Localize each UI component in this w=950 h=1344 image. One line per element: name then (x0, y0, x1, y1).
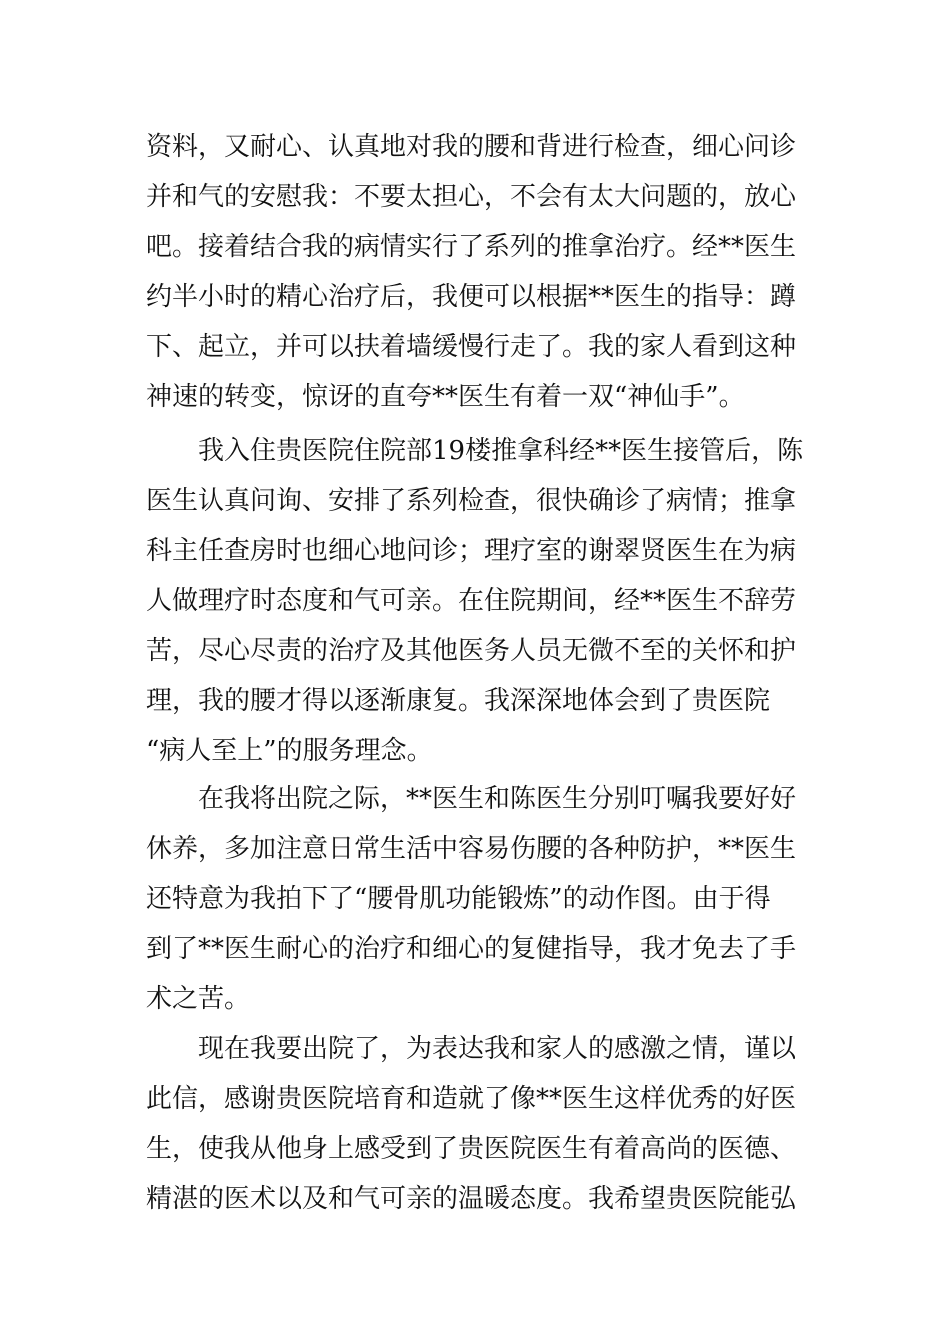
text-line: “病人至上”的服务理念。 (146, 736, 433, 766)
text-line: 人做理疗时态度和气可亲。在住院期间，经**医生不辞劳 (146, 586, 797, 616)
text-line: 术之苦。 (146, 984, 251, 1014)
text-line: 还特意为我拍下了“腰骨肌功能锻炼”的动作图。由于得 (146, 884, 771, 914)
text-line: 下、起立，并可以扶着墙缓慢行走了。我的家人看到这种 (146, 332, 797, 362)
text-line: 并和气的安慰我：不要太担心，不会有太大问题的，放心 (146, 182, 797, 212)
text-line: 现在我要出院了，为表达我和家人的感激之情，谨以 (198, 1034, 797, 1064)
text-line: 生，使我从他身上感受到了贵医院医生有着高尚的医德、 (146, 1134, 797, 1164)
text-line: 精湛的医术以及和气可亲的温暖态度。我希望贵医院能弘 (146, 1184, 797, 1214)
text-line: 此信，感谢贵医院培育和造就了像**医生这样优秀的好医 (146, 1084, 797, 1114)
text-line: 理，我的腰才得以逐渐康复。我深深地体会到了贵医院 (146, 686, 771, 716)
text-line: 医生认真问询、安排了系列检查，很快确诊了病情；推拿 (146, 486, 797, 516)
text-line: 资料，又耐心、认真地对我的腰和背进行检查，细心问诊 (146, 132, 797, 162)
text-line: 休养，多加注意日常生活中容易伤腰的各种防护，**医生 (146, 834, 797, 864)
text-line: 苦，尽心尽责的治疗及其他医务人员无微不至的关怀和护 (146, 636, 797, 666)
text-line: 在我将出院之际，**医生和陈医生分别叮嘱我要好好 (198, 784, 797, 814)
text-line: 吧。接着结合我的病情实行了系列的推拿治疗。经**医生 (146, 232, 797, 262)
text-line: 我入住贵医院住院部19楼推拿科经**医生接管后，陈 (198, 436, 804, 466)
text-line: 科主任查房时也细心地问诊；理疗室的谢翠贤医生在为病 (146, 536, 797, 566)
text-line: 到了**医生耐心的治疗和细心的复健指导，我才免去了手 (146, 934, 797, 964)
text-line: 神速的转变，惊讶的直夸**医生有着一双“神仙手”。 (146, 382, 745, 412)
text-line: 约半小时的精心治疗后，我便可以根据**医生的指导：蹲 (146, 282, 797, 312)
